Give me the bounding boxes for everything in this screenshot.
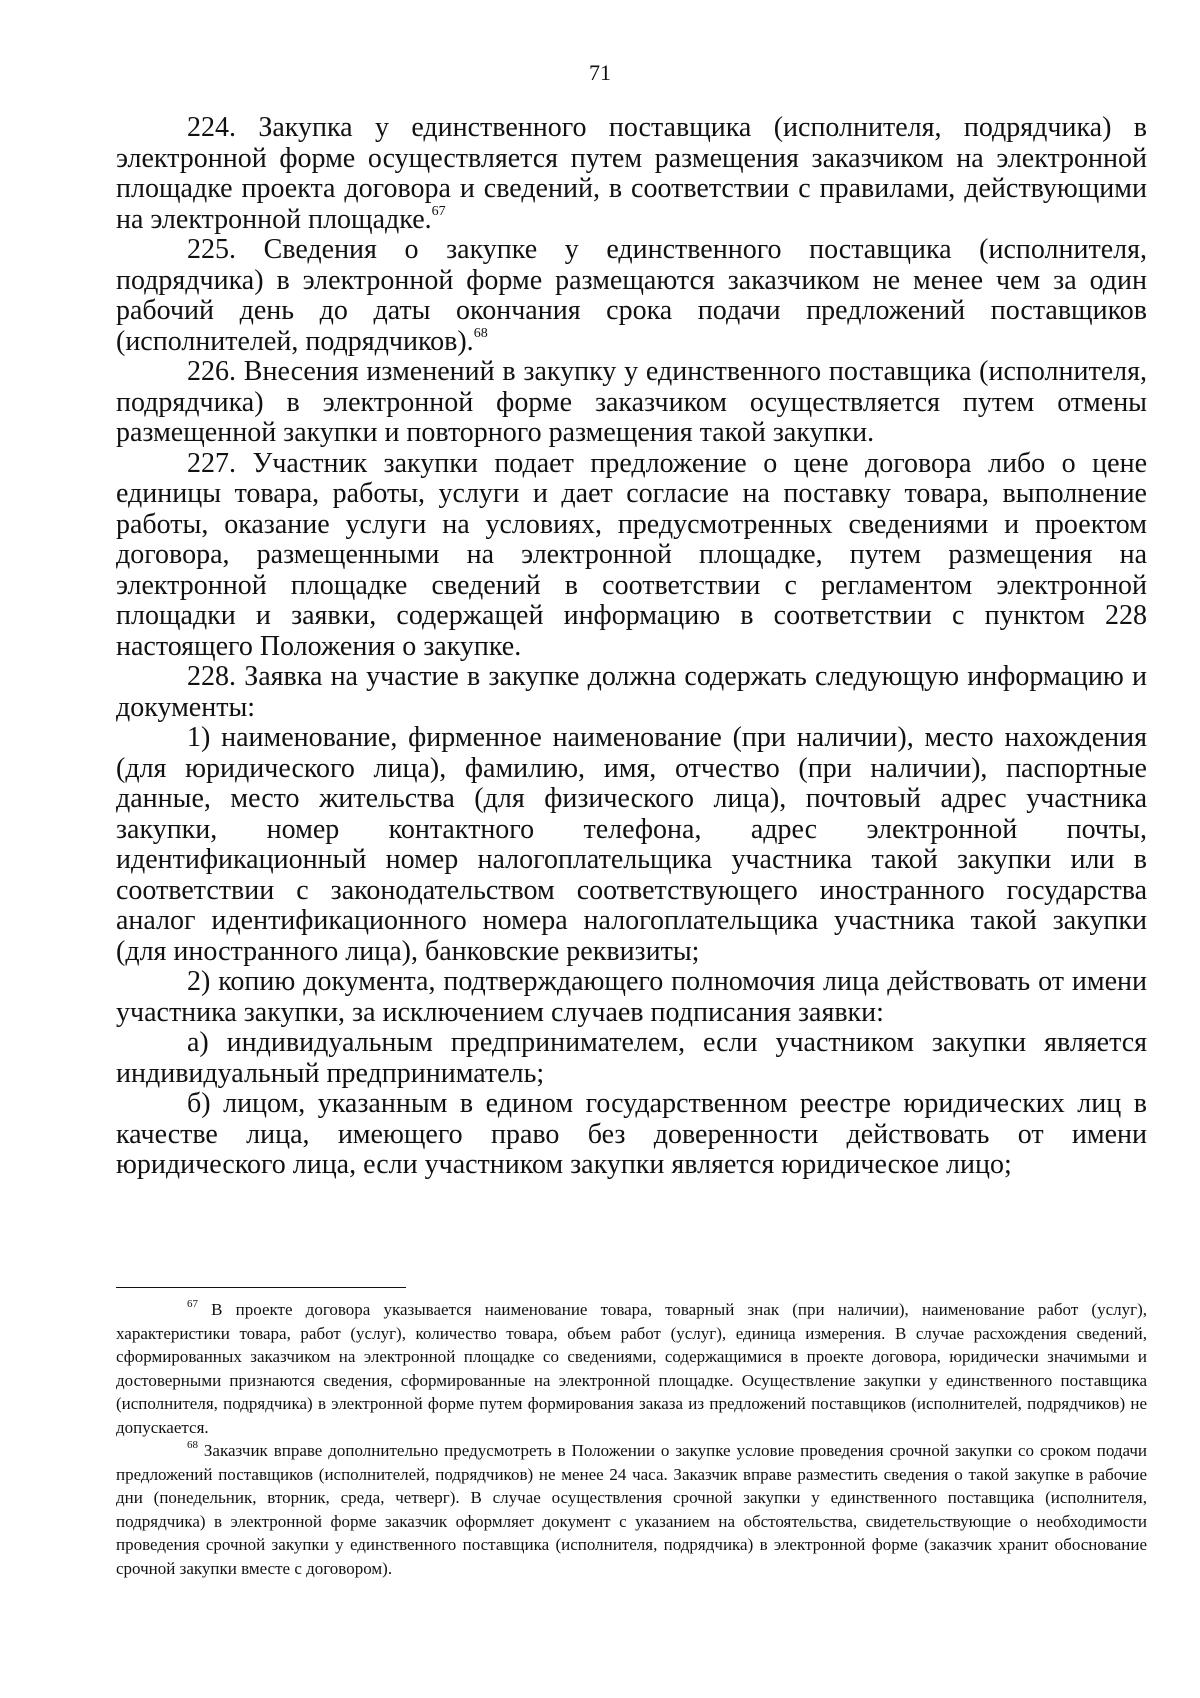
footnote-67 [116, 1298, 1147, 1439]
paragraph-225 [116, 235, 1147, 357]
paragraph-228: 228. Заявка на участие в закупке должна содержать следующую информацию и документы: [116, 661, 1147, 723]
list-item-1: 1) наименование, фирменное наименование (при наличии), место нахождения (для юридического лица), фамилию, имя, отчество (при наличии), паспортные данные, место жительства (для физического лица), почтовый адрес участника закупки, номер контактного телефона, адрес электронной почты, идентификационный номер налогоплательщика участника такой закупки или в соответствии с законодательством соответствующего иностранного государства аналог идентификационного номера налогоплательщика участника такой закупки (для иностранного лица), банковские реквизиты; [116, 722, 1147, 967]
paragraph-226: 226. Внесения изменений в закупку у единственного поставщика (исполнителя, подрядчика) в электронной форме заказчиком осуществляется путем отмены размещенной закупки и повторного размещения такой закупки. [116, 356, 1147, 448]
list-item-b: б) лицом, указанным в едином государственном реестре юридических лиц в качестве лица, имеющего право без доверенности действовать от имени юридического лица, если участником закупки является юридическое лицо; [116, 1088, 1147, 1180]
paragraph-text: 225. Сведения о закупке у единственного поставщика (исполнителя, подрядчика) в электронной форме размещаются заказчиком не менее чем за один рабочий день до даты окончания срока подачи предложений поставщиков (исполнителей, подрядчиков). [116, 234, 1147, 357]
footnote-mark: 67 [187, 1298, 198, 1311]
paragraph-227: 227. Участник закупки подает предложение о цене договора либо о цене единицы товара, работы, услуги и дает согласие на поставку товара, выполнение работы, оказание услуги на условиях, предусмотренных сведениями и проектом договора, размещенными на электронной площадке, путем размещения на электронной площадке сведений в соответствии с регламентом электронной площадки и заявки, содержащей информацию в соответствии с пунктом 228 настоящего Положения о закупке. [116, 447, 1147, 662]
footnote-ref[interactable]: 68 [473, 326, 488, 342]
paragraph-text: 224. Закупка у единственного поставщика (исполнителя, подрядчика) в электронной форме осуществляется путем размещения заказчиком на электронной площадке проекта договора и сведений, в соответствии с правилами, действующими на электронной площадке. [116, 112, 1147, 235]
main-text [116, 113, 1147, 1181]
footnote-ref[interactable]: 67 [431, 204, 446, 220]
footnotes [116, 1298, 1147, 1580]
footnote-separator [116, 1287, 406, 1288]
footnote-text: В проекте договора указывается наименование товара, товарный знак (при наличии), наименование работ (услуг), характеристики товара, работ (услуг), количество товара, объем работ (услуг), единица измерения. В случае расхождения сведений, сформированных заказчиком на электронной площадке со сведениями, содержащимися в проекте договора, юридически значимыми и достоверными признаются сведения, сформированные на электронной площадке. Осуществление закупки у единственного поставщика (исполнителя, подрядчика) в электронной форме путем формирования заказа из предложений поставщиков (исполнителей, подрядчиков) не допускается. [116, 1300, 1147, 1437]
footnote-text: Заказчик вправе дополнительно предусмотреть в Положении о закупке условие проведения срочной закупки со сроком подачи предложений поставщиков (исполнителей, подрядчиков) не менее 24 часа. Заказчик вправе разместить сведения о такой закупке в рабочие дни (понедельник, вторник, среда, четверг). В случае осуществления срочной закупки у единственного поставщика (исполнителя, подрядчика) в электронной форме заказчик оформляет документ с указанием на обстоятельства, свидетельствующие о необходимости проведения срочной закупки у единственного поставщика (исполнителя, подрядчика) в электронной форме (заказчик хранит обоснование срочной закупки вместе с договором). [116, 1441, 1147, 1578]
list-item-2: 2) копию документа, подтверждающего полномочия лица действовать от имени участника закупки, за исключением случаев подписания заявки: [116, 966, 1147, 1028]
list-item-a: а) индивидуальным предпринимателем, если участником закупки является индивидуальный предприниматель; [116, 1027, 1147, 1089]
footnote-mark: 68 [187, 1439, 198, 1452]
page-number: 71 [589, 60, 611, 85]
footnote-68 [116, 1439, 1147, 1580]
paragraph-224 [116, 113, 1147, 235]
